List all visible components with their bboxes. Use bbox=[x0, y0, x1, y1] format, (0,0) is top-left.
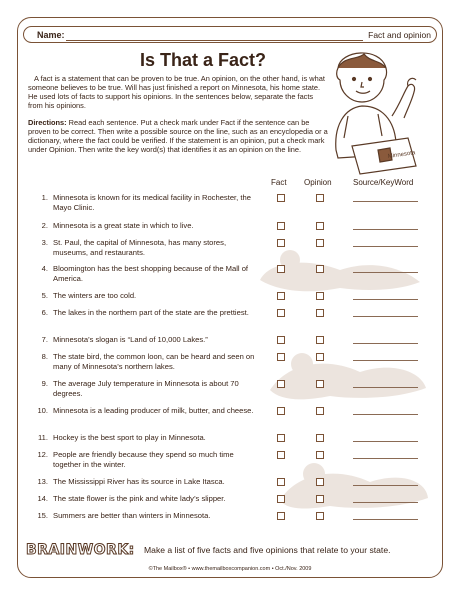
statement-number: 1. bbox=[41, 193, 48, 202]
brainwork-logo: BRAINWORK: bbox=[26, 542, 135, 558]
source-keyword-line[interactable] bbox=[353, 360, 418, 361]
statement-text: Hockey is the best sport to play in Minnesota. bbox=[53, 433, 206, 442]
column-header-fact: Fact bbox=[271, 178, 287, 187]
fact-checkbox[interactable] bbox=[277, 512, 285, 520]
source-keyword-line[interactable] bbox=[353, 316, 418, 317]
fact-checkbox[interactable] bbox=[277, 353, 285, 361]
statement-number: 4. bbox=[41, 264, 48, 273]
fact-checkbox[interactable] bbox=[277, 194, 285, 202]
source-keyword-line[interactable] bbox=[353, 502, 418, 503]
paper-label: Minnesota bbox=[387, 150, 416, 160]
topic-tag: Fact and opinion bbox=[368, 30, 431, 40]
opinion-checkbox[interactable] bbox=[316, 380, 324, 388]
source-keyword-line[interactable] bbox=[353, 343, 418, 344]
fact-checkbox[interactable] bbox=[277, 451, 285, 459]
statement-number: 12. bbox=[37, 450, 48, 459]
source-keyword-line[interactable] bbox=[353, 387, 418, 388]
column-header-opinion: Opinion bbox=[304, 178, 332, 187]
statement-text: Minnesota is known for its medical facility in Rochester, the Mayo Clinic. bbox=[53, 193, 251, 212]
opinion-checkbox[interactable] bbox=[316, 495, 324, 503]
source-keyword-line[interactable] bbox=[353, 485, 418, 486]
boy-illustration bbox=[308, 46, 428, 176]
name-bar bbox=[23, 29, 437, 44]
opinion-checkbox[interactable] bbox=[316, 407, 324, 415]
opinion-checkbox[interactable] bbox=[316, 451, 324, 459]
source-keyword-line[interactable] bbox=[353, 246, 418, 247]
opinion-checkbox[interactable] bbox=[316, 353, 324, 361]
fact-checkbox[interactable] bbox=[277, 434, 285, 442]
source-keyword-line[interactable] bbox=[353, 272, 418, 273]
name-line[interactable] bbox=[66, 40, 363, 41]
fact-checkbox[interactable] bbox=[277, 495, 285, 503]
fact-checkbox[interactable] bbox=[277, 222, 285, 230]
column-header-source: Source/KeyWord bbox=[353, 178, 414, 187]
statement-number: 9. bbox=[41, 379, 48, 388]
fact-checkbox[interactable] bbox=[277, 407, 285, 415]
statement-text: The state bird, the common loon, can be heard and seen on many of Minnesota’s northern lakes. bbox=[53, 352, 255, 371]
statement-number: 3. bbox=[41, 238, 48, 247]
opinion-checkbox[interactable] bbox=[316, 239, 324, 247]
source-keyword-line[interactable] bbox=[353, 519, 418, 520]
opinion-checkbox[interactable] bbox=[316, 512, 324, 520]
source-keyword-line[interactable] bbox=[353, 299, 418, 300]
fact-checkbox[interactable] bbox=[277, 336, 285, 344]
opinion-checkbox[interactable] bbox=[316, 265, 324, 273]
statement-text: Minnesota’s slogan is “Land of 10,000 Lakes.” bbox=[53, 335, 208, 344]
statement-text: Minnesota is a great state in which to live. bbox=[53, 221, 194, 230]
fact-checkbox[interactable] bbox=[277, 265, 285, 273]
opinion-checkbox[interactable] bbox=[316, 222, 324, 230]
name-label: Name: bbox=[37, 30, 65, 40]
statement-text: The state flower is the pink and white lady’s slipper. bbox=[53, 494, 226, 503]
statement-text: People are friendly because they spend so much time together in the winter. bbox=[53, 450, 234, 469]
directions-label: Directions: bbox=[28, 118, 67, 127]
statement-number: 14. bbox=[37, 494, 48, 503]
statement-text: The Mississippi River has its source in Lake Itasca. bbox=[53, 477, 225, 486]
statement-text: Bloomington has the best shopping because of the Mall of America. bbox=[53, 264, 249, 283]
opinion-checkbox[interactable] bbox=[316, 194, 324, 202]
statement-text: Summers are better than winters in Minnesota. bbox=[53, 511, 211, 520]
opinion-checkbox[interactable] bbox=[316, 434, 324, 442]
fact-checkbox[interactable] bbox=[277, 239, 285, 247]
source-keyword-line[interactable] bbox=[353, 229, 418, 230]
footer-credit: ©The Mailbox® • www.themailboxcompanion.com • Oct./Nov. 2009 bbox=[148, 566, 312, 572]
statement-text: Minnesota is a leading producer of milk, butter, and cheese. bbox=[53, 406, 254, 415]
statement-number: 6. bbox=[41, 308, 48, 317]
opinion-checkbox[interactable] bbox=[316, 292, 324, 300]
statement-number: 10. bbox=[37, 406, 48, 415]
statement-text: The lakes in the northern part of the state are the prettiest. bbox=[53, 308, 249, 317]
source-keyword-line[interactable] bbox=[353, 201, 418, 202]
statement-text: The winters are too cold. bbox=[53, 291, 137, 300]
source-keyword-line[interactable] bbox=[353, 414, 418, 415]
opinion-checkbox[interactable] bbox=[316, 478, 324, 486]
statement-number: 2. bbox=[41, 221, 48, 230]
brainwork-text: Make a list of five facts and five opinions that relate to your state. bbox=[144, 545, 391, 555]
statement-number: 15. bbox=[37, 511, 48, 520]
source-keyword-line[interactable] bbox=[353, 441, 418, 442]
opinion-checkbox[interactable] bbox=[316, 309, 324, 317]
fact-checkbox[interactable] bbox=[277, 309, 285, 317]
statement-number: 5. bbox=[41, 291, 48, 300]
fact-checkbox[interactable] bbox=[277, 380, 285, 388]
page-title: Is That a Fact? bbox=[140, 50, 267, 70]
brainwork-section bbox=[26, 542, 436, 560]
directions-paragraph bbox=[28, 118, 328, 154]
fact-checkbox[interactable] bbox=[277, 292, 285, 300]
intro-paragraph: A fact is a statement that can be proven to be true. An opinion, on the other hand, is what someone believes to be true. Will has just finished a report on Minnesota, his home state. He used lots of facts to support his opinions. In the sentences below, separate the facts from his opinions. bbox=[28, 74, 325, 110]
statement-text: The average July temperature in Minnesota is about 70 degrees. bbox=[53, 379, 239, 398]
fact-checkbox[interactable] bbox=[277, 478, 285, 486]
statement-number: 13. bbox=[37, 477, 48, 486]
statement-number: 11. bbox=[38, 433, 48, 442]
directions-text: Read each sentence. Put a check mark under Fact if the sentence can be proven to be correct. Then write a possible source on the line, such as an encyclopedia or a dictionary, where the fact could be verified. If the statement is an opinion, put a check mark under Opinion. Then write the key word(s) that identifies it as an opinion on the line. bbox=[28, 118, 328, 154]
opinion-checkbox[interactable] bbox=[316, 336, 324, 344]
statement-number: 7. bbox=[41, 335, 48, 344]
source-keyword-line[interactable] bbox=[353, 458, 418, 459]
statement-text: St. Paul, the capital of Minnesota, has many stores, museums, and restaurants. bbox=[53, 238, 227, 257]
statement-number: 8. bbox=[41, 352, 48, 361]
